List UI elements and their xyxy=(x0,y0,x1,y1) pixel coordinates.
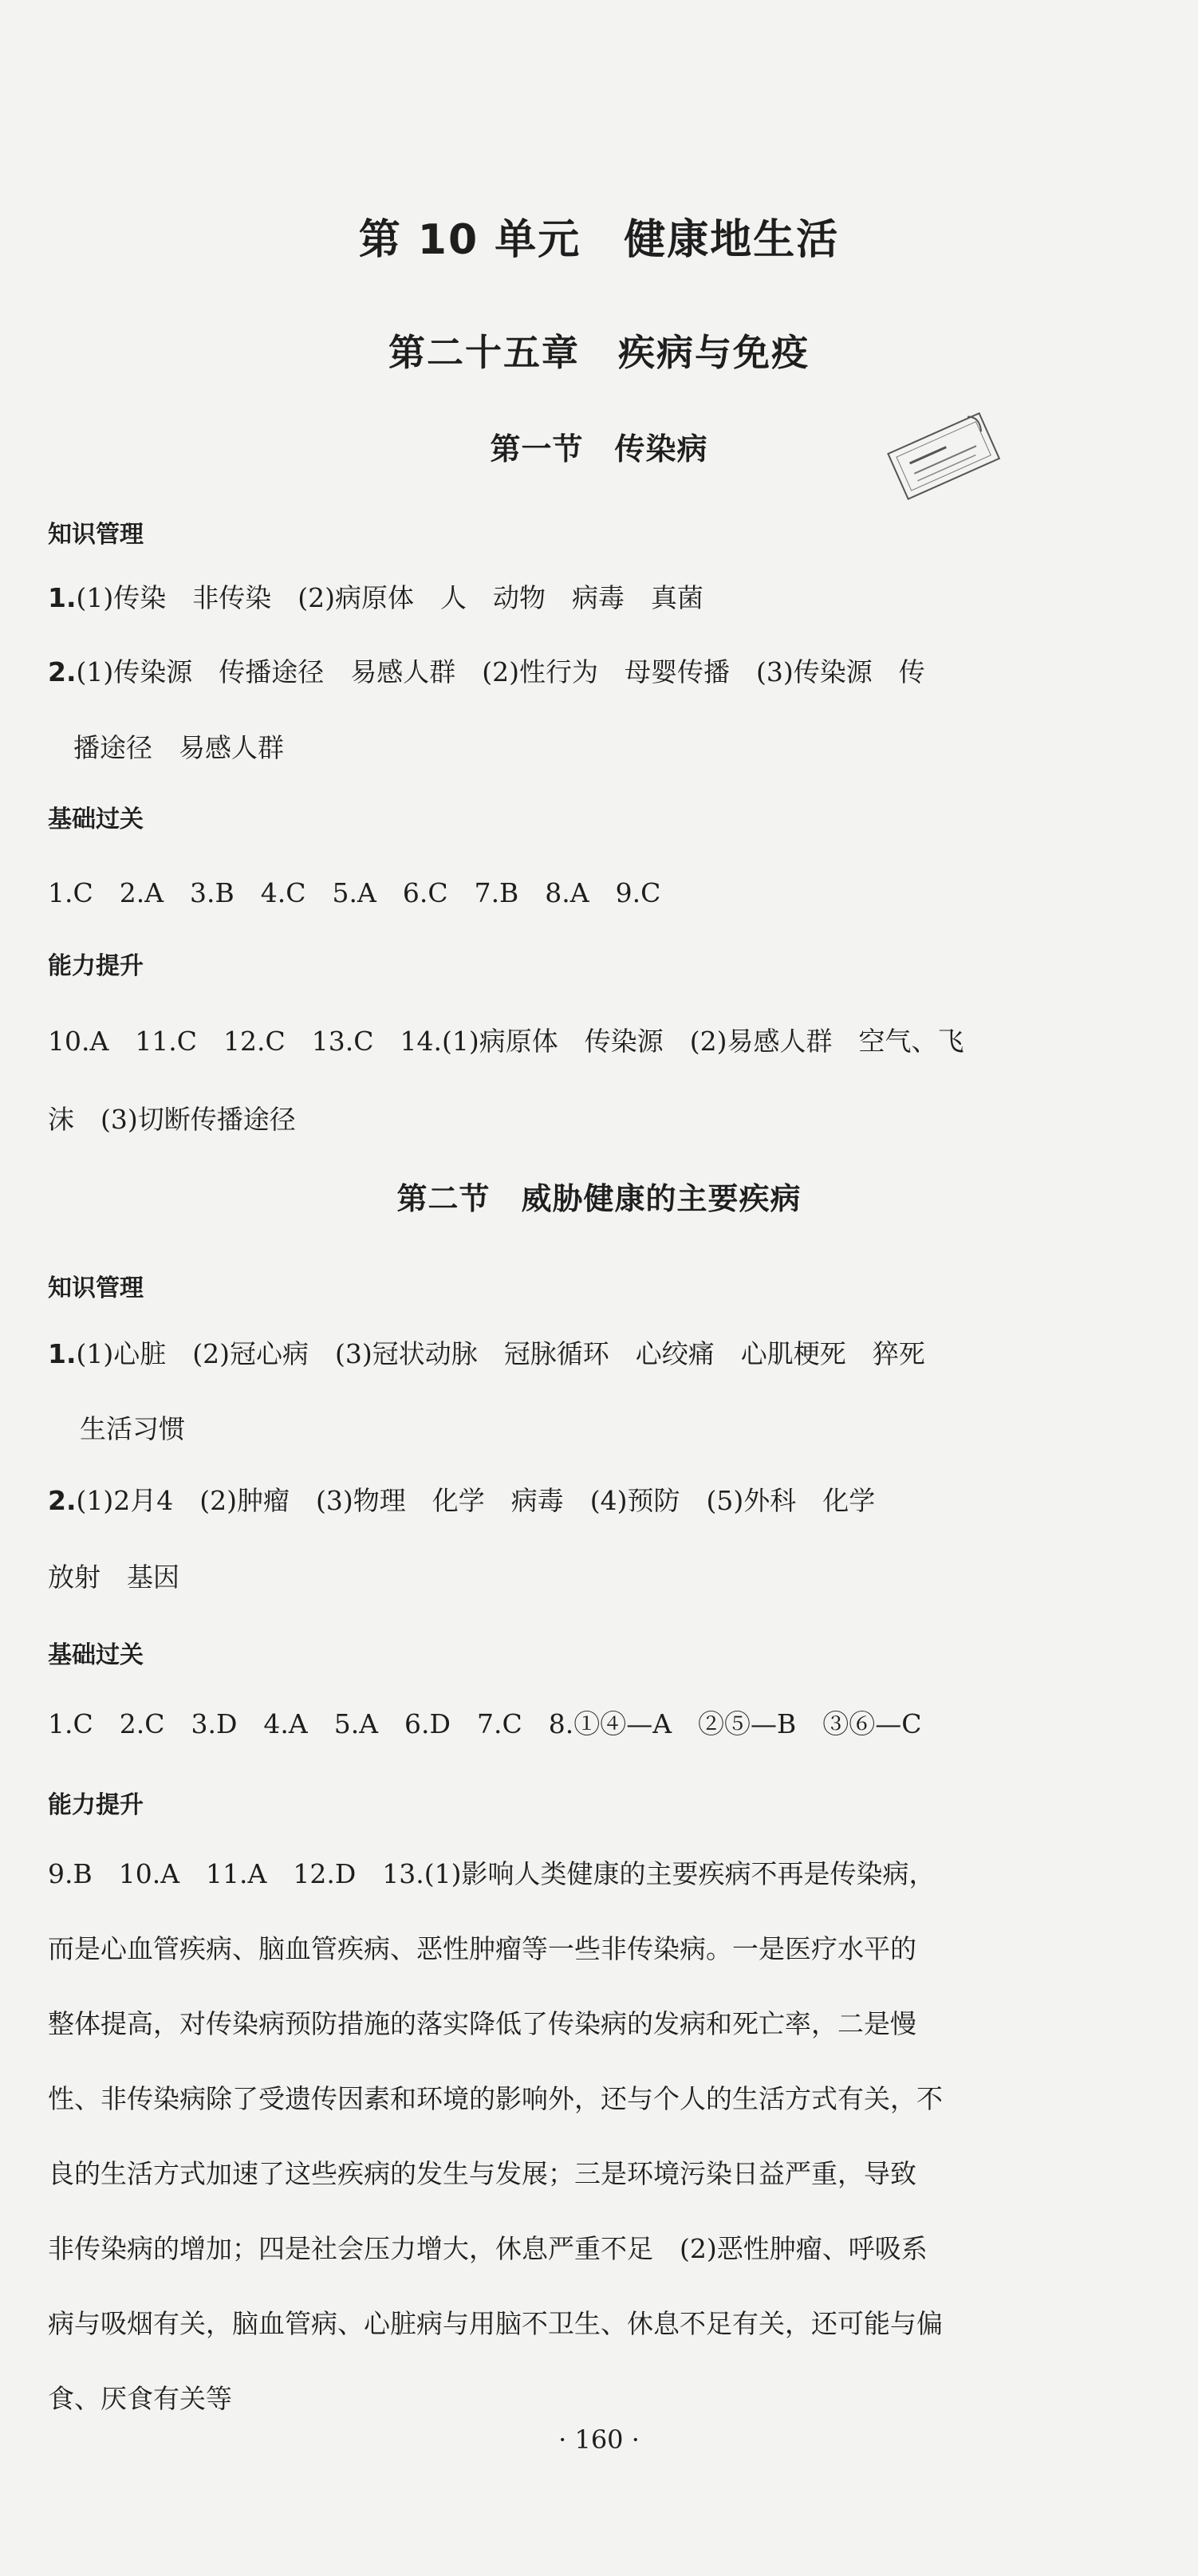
section-2-knowledge-item-2 xyxy=(48,1485,875,1517)
section-2-ability-line-5: 良的生活方式加速了这些疾病的发生与发展；三是环境污染日益严重，导致 xyxy=(48,2158,916,2189)
section-2-title: 第二节 威胁健康的主要疾病 xyxy=(396,1181,802,1216)
section-2-knowledge-item-1 xyxy=(48,1338,925,1370)
item-number: 2. xyxy=(48,656,77,687)
section-2-ability-heading: 能力提升 xyxy=(48,1791,144,1819)
section-1-knowledge-item-2 xyxy=(48,656,925,688)
section-1-knowledge-heading: 知识管理 xyxy=(48,521,144,549)
item-text: (1)传染 非传染 (2)病原体 人 动物 病毒 真菌 xyxy=(76,582,703,613)
section-2-knowledge-item-2-cont: 放射 基因 xyxy=(48,1562,179,1593)
section-2-ability-line-7: 病与吸烟有关，脑血管病、心脏病与用脑不卫生、休息不足有关，还可能与偏 xyxy=(48,2308,943,2339)
chapter-title: 第二十五章 疾病与免疫 xyxy=(388,331,810,374)
item-text: (1)2月4 (2)肿瘤 (3)物理 化学 病毒 (4)预防 (5)外科 化学 xyxy=(76,1485,876,1516)
section-1-ability-line-2: 沫 (3)切断传播途径 xyxy=(48,1104,296,1135)
unit-title: 第 10 单元 健康地生活 xyxy=(358,216,840,264)
section-2-ability-line-2: 而是心血管疾病、脑血管疾病、恶性肿瘤等一些非传染病。一是医疗水平的 xyxy=(48,1933,916,1964)
page-number: · 160 · xyxy=(558,2424,640,2455)
section-1-ability-heading: 能力提升 xyxy=(48,952,144,980)
section-1-basic-answers: 1.C 2.A 3.B 4.C 5.A 6.C 7.B 8.A 9.C xyxy=(48,877,661,908)
section-2-ability-line-1: 9.B 10.A 11.A 12.D 13.(1)影响人类健康的主要疾病不再是传染病， xyxy=(48,1858,936,1889)
section-2-basic-answers: 1.C 2.C 3.D 4.A 5.A 6.D 7.C 8.①④—A ②⑤—B ③⑥—C xyxy=(48,1708,922,1739)
section-1-title: 第一节 传染病 xyxy=(490,431,708,467)
section-1-basic-heading: 基础过关 xyxy=(48,805,144,833)
section-1-knowledge-item-2-cont: 播途径 易感人群 xyxy=(73,732,284,763)
item-text: (1)心脏 (2)冠心病 (3)冠状动脉 冠脉循环 心绞痛 心肌梗死 猝死 xyxy=(76,1338,925,1369)
section-2-ability-line-8: 食、厌食有关等 xyxy=(48,2383,232,2414)
section-2-knowledge-heading: 知识管理 xyxy=(48,1274,144,1302)
item-text: (1)传染源 传播途径 易感人群 (2)性行为 母婴传播 (3)传染源 传 xyxy=(76,656,925,687)
section-2-ability-line-6: 非传染病的增加；四是社会压力增大，休息严重不足 (2)恶性肿瘤、呼吸系 xyxy=(48,2233,928,2264)
section-1-knowledge-item-1 xyxy=(48,582,703,614)
item-number: 2. xyxy=(48,1485,77,1516)
section-2-knowledge-item-1-cont: 生活习惯 xyxy=(80,1413,185,1444)
item-number: 1. xyxy=(48,1338,77,1369)
section-1-ability-line-1: 10.A 11.C 12.C 13.C 14.(1)病原体 传染源 (2)易感人群 空气、飞 xyxy=(48,1026,964,1057)
item-number: 1. xyxy=(48,582,77,613)
section-2-basic-heading: 基础过关 xyxy=(48,1641,144,1669)
section-2-ability-line-4: 性、非传染病除了受遗传因素和环境的影响外，还与个人的生活方式有关，不 xyxy=(48,2083,943,2114)
section-2-ability-line-3: 整体提高，对传染病预防措施的落实降低了传染病的发病和死亡率，二是慢 xyxy=(48,2008,916,2039)
